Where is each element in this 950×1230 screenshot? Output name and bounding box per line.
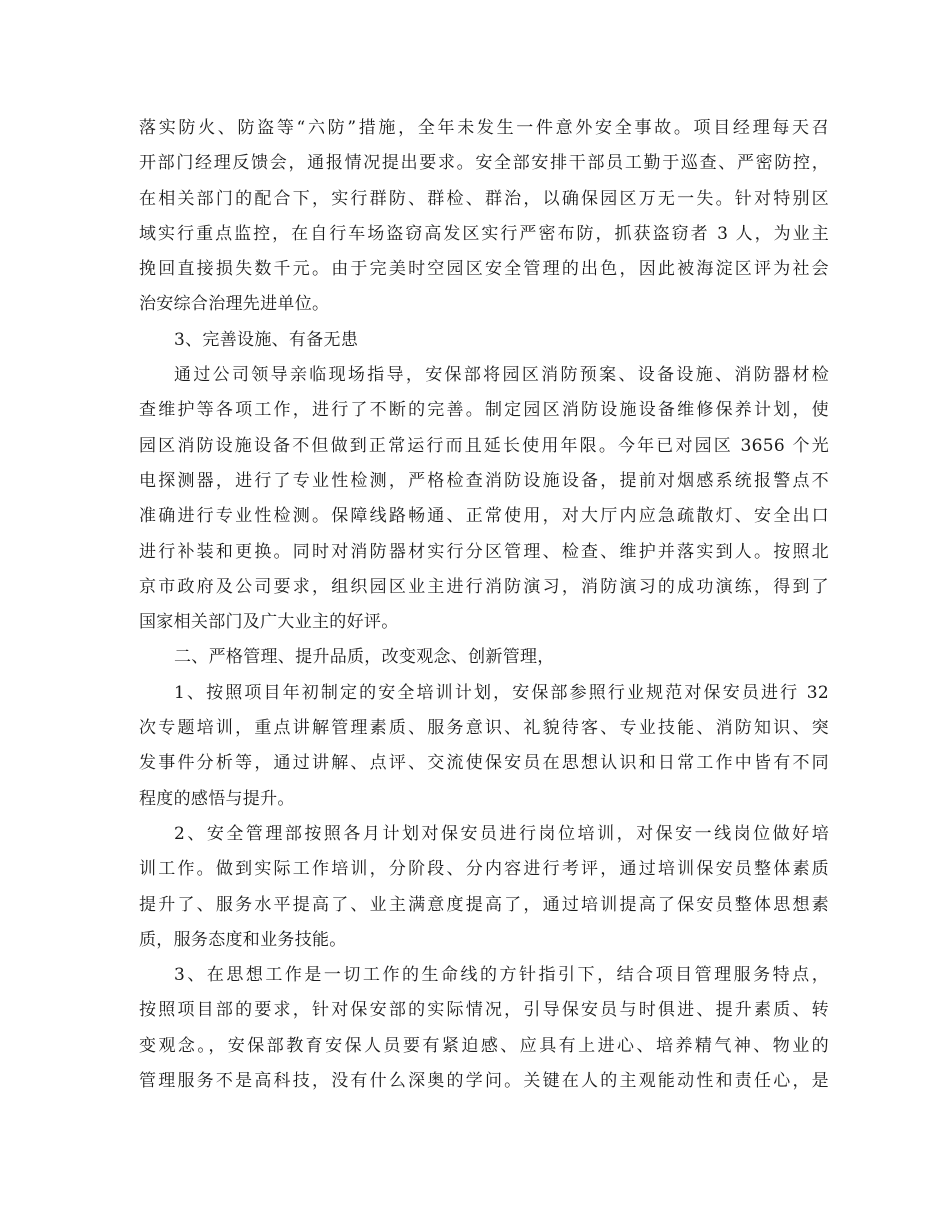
text-line: 按照项目部的要求，针对保安部的实际情况，引导保安员与时俱进、提升素质、转 (139, 1000, 829, 1021)
document-body (139, 111, 829, 1099)
text-line: 3、在思想工作是一切工作的生命线的方针指引下，结合项目管理服务特点， (174, 965, 829, 986)
text-line: 程度的感悟与提升。 (139, 788, 295, 809)
text-line: 提升了、服务水平提高了、业主满意度提高了，通过培训提高了保安员整体思想素 (139, 894, 829, 915)
text-line: 二、严格管理、提升品质，改变观念、创新管理， (174, 647, 555, 668)
text-line: 治安综合治理先进单位。 (139, 294, 330, 315)
text-line: 变观念。，安保部教育安保人员要有紧迫感、应具有上进心、培养精气神、物业的 (139, 1035, 829, 1056)
text-line: 挽回直接损失数千元。由于完美时空园区安全管理的出色，因此被海淀区评为社会 (139, 259, 829, 280)
text-line: 1、按照项目年初制定的安全培训计划，安保部参照行业规范对保安员进行 32 (174, 682, 829, 703)
text-line: 在相关部门的配合下，实行群防、群检、群治，以确保园区万无一失。针对特别区 (139, 188, 829, 209)
text-line: 园区消防设施设备不但做到正常运行而且延长使用年限。今年已对园区 3656 个光 (139, 435, 829, 456)
text-line: 开部门经理反馈会，通报情况提出要求。安全部安排干部员工勤于巡查、严密防控， (139, 153, 829, 174)
text-line: 电探测器，进行了专业性检测，严格检查消防设施设备，提前对烟感系统报警点不 (139, 470, 829, 491)
text-line: 落实防火、防盗等“六防”措施，全年未发生一件意外安全事故。项目经理每天召 (139, 118, 829, 138)
text-line: 次专题培训，重点讲解管理素质、服务意识、礼貌待客、专业技能、消防知识、突 (139, 718, 829, 739)
text-line: 训工作。做到实际工作培训，分阶段、分内容进行考评，通过培训保安员整体素质 (139, 859, 829, 880)
text-line: 京市政府及公司要求，组织园区业主进行消防演习，消防演习的成功演练，得到了 (139, 576, 829, 597)
text-line: 进行补装和更换。同时对消防器材实行分区管理、检查、维护并落实到人。按照北 (139, 541, 829, 562)
text-line: 质，服务态度和业务技能。 (139, 929, 347, 950)
text-line: 通过公司领导亲临现场指导，安保部将园区消防预案、设备设施、消防器材检 (174, 365, 829, 386)
text-line: 2、安全管理部按照各月计划对保安员进行岗位培训，对保安一线岗位做好培 (174, 823, 829, 844)
text-line: 管理服务不是高科技，没有什么深奥的学问。关键在人的主观能动性和责任心，是 (139, 1071, 829, 1092)
text-line: 准确进行专业性检测。保障线路畅通、正常使用，对大厅内应急疏散灯、安全出口 (139, 506, 829, 527)
text-line: 发事件分析等，通过讲解、点评、交流使保安员在思想认识和日常工作中皆有不同 (139, 753, 829, 774)
text-line: 3、完善设施、有备无患 (174, 329, 359, 350)
text-line: 域实行重点监控，在自行车场盗窃高发区实行严密布防，抓获盗窃者 3 人，为业主 (139, 223, 829, 244)
text-line: 查维护等各项工作，进行了不断的完善。制定园区消防设施设备维修保养计划，使 (139, 400, 829, 421)
text-line: 国家相关部门及广大业主的好评。 (139, 612, 399, 633)
